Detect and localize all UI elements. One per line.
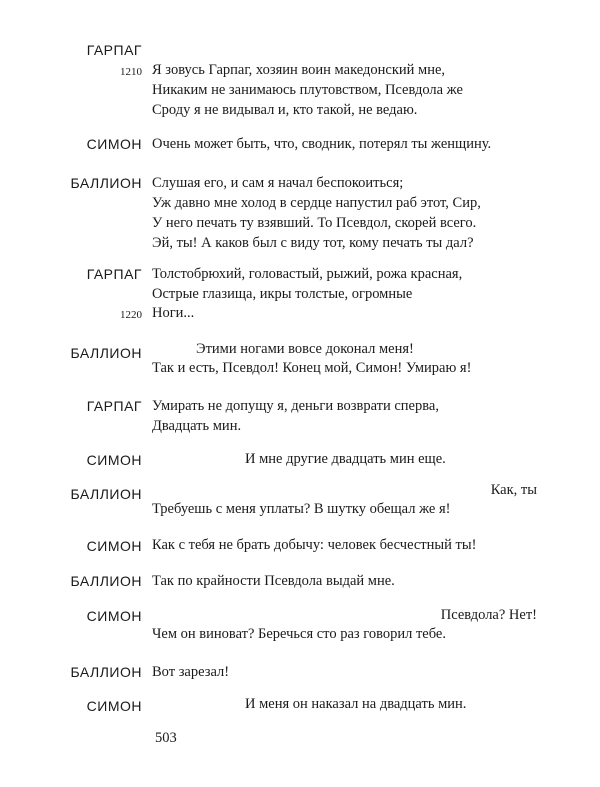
- verse-line: Требуешь с меня уплаты? В шутку обещал же я!: [152, 501, 451, 517]
- speaker-name: БАЛЛИОН: [70, 573, 142, 589]
- speaker-name: СИМОН: [86, 698, 142, 714]
- verse-line: И меня он наказал на двадцать мин.: [245, 696, 467, 712]
- verse-line: Умирать не допущу я, деньги возврати сперва,: [152, 398, 439, 414]
- speaker-name: БАЛЛИОН: [70, 486, 142, 502]
- verse-line: Эй, ты! А каков был с виду тот, кому печать ты дал?: [152, 235, 474, 251]
- page-number: 503: [155, 730, 177, 746]
- verse-line: Этими ногами вовсе доконал меня!: [196, 341, 414, 357]
- speaker-name: ГАРПАГ: [86, 42, 142, 58]
- line-number: 1220: [120, 309, 142, 321]
- verse-line: Я зовусь Гарпаг, хозяин воин македонский мне,: [152, 62, 446, 78]
- verse-line: Острые глазища, икры толстые, огромные: [152, 286, 413, 302]
- verse-line: Чем он виноват? Беречься сто раз говорил тебе.: [152, 626, 446, 642]
- speaker-name: СИМОН: [86, 608, 142, 624]
- speaker-name: СИМОН: [86, 538, 142, 554]
- verse-line: Слушая его, и сам я начал беспокоиться;: [152, 175, 404, 191]
- verse-line: И мне другие двадцать мин еще.: [245, 451, 446, 467]
- speaker-name: БАЛЛИОН: [70, 345, 142, 361]
- verse-line: Никаким не занимаюсь плутовством, Псевдола же: [152, 82, 463, 98]
- verse-line: Уж давно мне холод в сердце напустил раб этот, Сир,: [152, 195, 481, 211]
- speaker-name: БАЛЛИОН: [70, 664, 142, 680]
- verse-line: Так и есть, Псевдол! Конец мой, Симон! Умираю я!: [152, 360, 472, 376]
- speaker-name: БАЛЛИОН: [70, 175, 142, 191]
- speaker-name: СИМОН: [86, 452, 142, 468]
- verse-line: Как с тебя не брать добычу: человек бесчестный ты!: [152, 537, 477, 553]
- speaker-name: СИМОН: [86, 136, 142, 152]
- verse-line: Вот зарезал!: [152, 664, 230, 680]
- verse-line: Двадцать мин.: [152, 418, 242, 434]
- speaker-name: ГАРПАГ: [86, 266, 142, 282]
- line-number: 1210: [120, 66, 142, 78]
- verse-line: Очень может быть, что, сводник, потерял ты женщину.: [152, 136, 492, 152]
- verse-line: Как, ты: [490, 482, 537, 498]
- verse-line: Псевдола? Нет!: [440, 607, 537, 623]
- verse-line: У него печать ту взявший. То Псевдол, скорей всего.: [152, 215, 477, 231]
- verse-line: Толстобрюхий, головастый, рыжий, рожа красная,: [152, 266, 463, 282]
- speaker-name: ГАРПАГ: [86, 398, 142, 414]
- verse-line: Сроду я не видывал и, кто такой, не ведаю.: [152, 102, 418, 118]
- verse-line: Так по крайности Псевдола выдай мне.: [152, 573, 395, 589]
- verse-line: Ноги...: [152, 305, 195, 321]
